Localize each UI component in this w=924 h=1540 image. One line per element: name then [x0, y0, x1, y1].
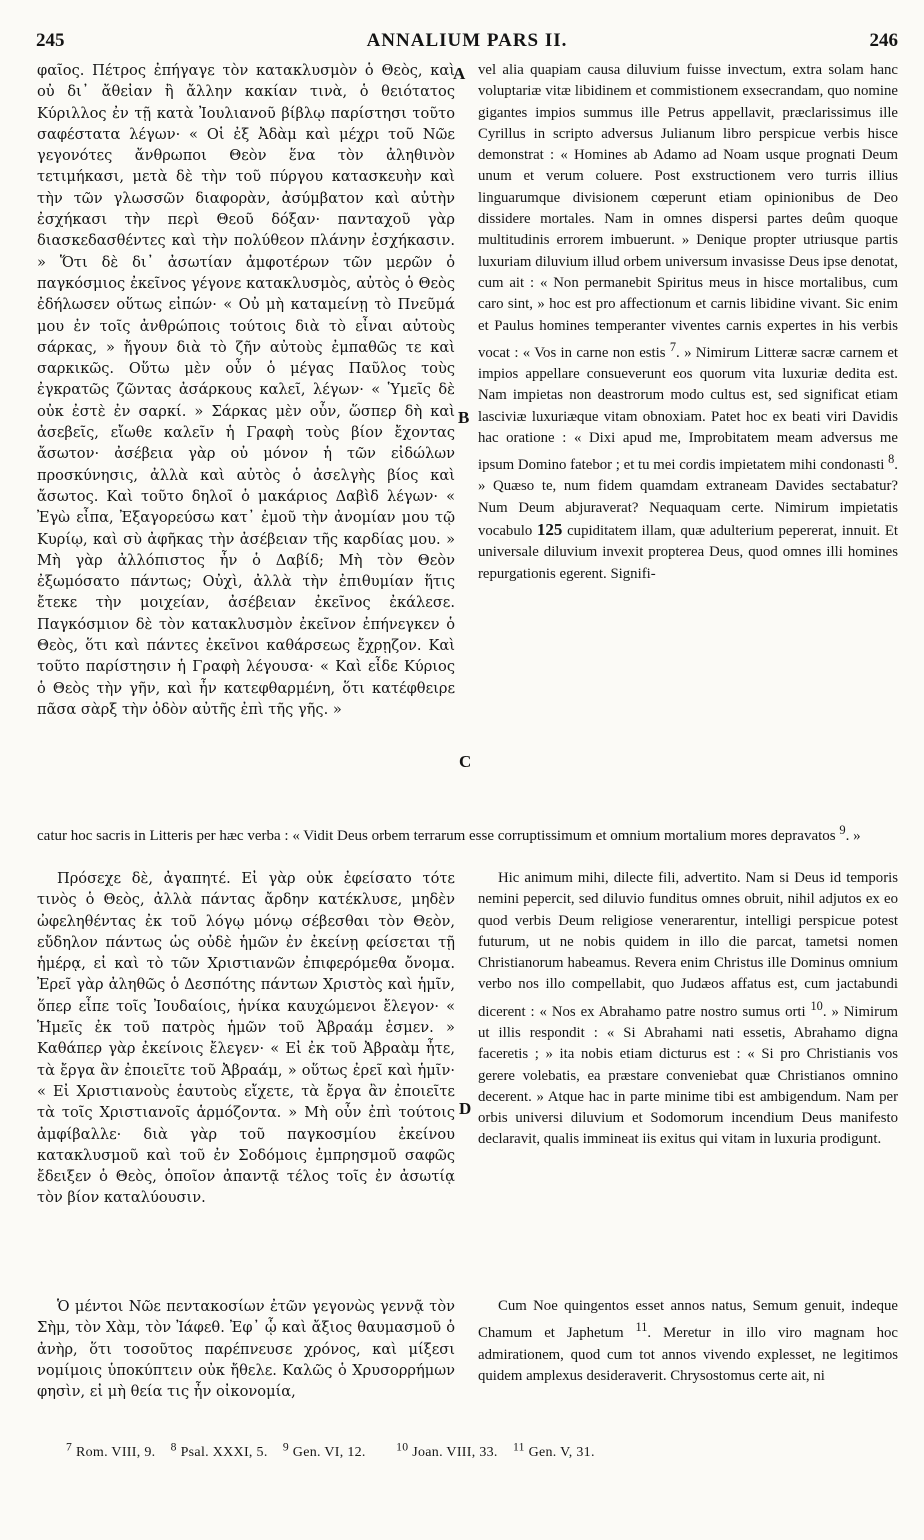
margin-letter-b: B — [458, 408, 470, 427]
footnote: $^9$ Gen. VI, 12. — [282, 1440, 366, 1460]
footnote-ref: 9 — [839, 823, 846, 837]
latin-paragraph: vel alia quapiam causa diluvium fuisse invectum, extra solam hanc voluptariæ vitæ libidinem et commistionem exsecrandam, quo nomine gigantes impios summus ille Petrus appellavit, præclarissimus ille Cyrillus in scripto adversus Julianum libro perspicue verbis hisce demonstrat : « Homines ab Adamo ad Noam usque prognati Deum unum et verum coluere. Post exstructionem vero turris illius linguarumque divisionem cœperunt etiam opinionibus de Deo dissidere mortales. Nam in omnes dispersi partes deûm quoque multitudinis errorem imbuerunt. » Denique propter utriusque partis luxuriam diluvium illud orbem universum invasisse Deus ipse denotat, cum ait : « Non permanebit Spiritus meus in hisce mortalibus, cum caro sint, » hoc est pro affectionum et carnis libidine vivant. Sic enim et Paulus homines temperanter viventes carnis expertes in his verbis vocat : « Vos in carne non estis $^7$. » Nimirum Litteræ sacræ carnem et impios appellare consueverunt eos quorum vita luxuriæ dedita est. Nam impietas non deastrorum modo cultus est, sed significat etiam lasciviæ luxuriæque vitam obnoxiam. Patet hoc ex beati viri Davidis hac oratione : « Dixi apud me, Improbitatem meam adversus me ipsum Domino fatebor ; et tu mei cordis impietatem mihi condonasti $^8$. » Quæso te, num fidem quamdam extraneam Davides sectabatur? Num Deum abjuraverat? Nequaquam certe. Nimirum impietatis vocabulo 125 cupiditatem illam, quæ adulterium pepererat, innuit. Et universale diluvium invexit propterea Deus, quod omnes illi homines repurgationis egerent. Signifi- — [478, 62, 898, 582]
full-width-line: catur hoc sacris in Litteris per hæc verba : « Vidit Deus orbem terrarum esse corruptissimum et omnium mortalium mores depravatos $^9$. » — [37, 823, 861, 844]
greek-column-3 — [37, 1296, 455, 1402]
latin-column-3 — [478, 1296, 898, 1387]
footnotes — [66, 1440, 896, 1461]
footnote-ref: 10 — [810, 998, 823, 1013]
running-title: ANNALIUM PARS II. — [366, 30, 568, 51]
latin-paragraph: Cum Noe quingentos esset annos natus, Semum genuit, indeque Chamum et Japhetum $^{11}$. Meretur in illo viro magnam hoc admirationem, quod cum tot annos vivendo explesset, ne legitimos quidem amplexus desideraverit. Chrysostomus certe ait, ni — [478, 1298, 898, 1384]
footnote-ref: 7 — [669, 339, 677, 354]
footnote: $^8$ Psal. XXXI, 5. — [170, 1440, 268, 1460]
greek-paragraph: Ὁ μέντοι Νῶε πεντακοσίων ἐτῶν γεγονὼς γεννᾷ τὸν Σὴμ, τὸν Χὰμ, τὸν Ἰάφεθ. Ἐφ᾽ ᾧ καὶ ἄξιος θαυμασμοῦ ὁ ἀνὴρ, ὅτι τοσοῦτος παρέπνευσε χρόνος, καὶ μίξεσι νομίμοις ὑποκύπτειν οὐκ ἤθελε. Καλῶς ὁ Χρυσορρήμων φησὶν, εἰ μὴ θεία τις ἦν οἰκονομία, — [37, 1298, 455, 1401]
greek-paragraph: Πρόσεχε δὲ, ἀγαπητέ. Εἰ γὰρ οὐκ ἐφείσατο τότε τινὸς ὁ Θεὸς, ἀλλὰ πάντας ἄρδην κατέκλυσε, μηδὲν ὠφεληθέντας ἐκ τοῦ λόγῳ μόνῳ σέβεσθαι τὸν Θεὸν, εὔδηλον πάντως ὡς οὐδὲ ἡμῶν ἐν ἐκείνῃ φείσεται τῇ ἡμέρᾳ, εἰ καὶ τὸ τῶν Χριστιανῶν ἐπιφερόμεθα ὄνομα. Ἐρεῖ γὰρ ἀληθῶς ὁ Δεσπότης πάντων Χριστὸς καὶ ἡμῖν, ὅπερ εἶπε τοῖς Ἰουδαίοις, ἡνίκα καυχώμενοι ἔλεγον· « Ἡμεῖς ἐκ τοῦ πατρὸς ἡμῶν τοῦ Ἀβραάμ ἐσμεν. » Καθάπερ γὰρ ἐκείνοις ἔλεγεν· « Εἰ ἐκ τοῦ Ἀβραὰμ ἦτε, τὰ ἔργα ἂν ἐποιεῖτε τοῦ Ἀβραάμ, » οὕτως ἐρεῖ καὶ ἡμῖν· « Εἰ Χριστιανοὺς ἑαυτοὺς εἴχετε, τὰ ἔργα ἂν ἐποιεῖτε τὰ τοῖς Χριστιανοῖς ἁρμόζοντα. » Μὴ οὖν ἐπὶ τούτοις ἀμφίβαλλε· διὰ γὰρ τοῦ παγκοσμίου ἐκείνου κατακλυσμοῦ καὶ τοῦ ἐν Σοδόμοις ἐμπρησμοῦ σαφῶς ἔδειξεν ὁ Θεὸς, ὁποῖον ἀπαντᾷ τέλος τοῖς ἐν ἀσωτίᾳ τὸν βίον καταλύουσιν. — [37, 870, 455, 1207]
footnote: $^{10}$ Joan. VIII, 33. — [396, 1440, 498, 1460]
footnote-ref: 11 — [635, 1320, 648, 1335]
latin-column-1 — [478, 60, 898, 585]
footnote-ref: 8 — [888, 452, 895, 467]
greek-paragraph: φαῖος. Πέτρος ἐπήγαγε τὸν κατακλυσμὸν ὁ Θεὸς, καὶ οὐ δι᾽ ἄθεἰαν ἢ ἄλλην κακίαν τινὰ, ὁ θειότατος Κύριλλος ἐν τῇ κατὰ Ἰουλιανοῦ βίβλῳ παρίστησι τοῦτο σαφέστατα λέγων· « Οἱ ἐξ Ἀδὰμ καὶ μέχρι τοῦ Νῶε γεγονότες ἄνθρωποι Θεὸν ἕνα τὸν ἀληθινὸν τετιμήκασι, μετὰ δὲ τὴν τοῦ πύργου κατασκευὴν καὶ τὴν τῶν γλωσσῶν διαφορὰν, ἀσύμβατον καὶ αὐτὴν ἐσχήκασι τὴν περὶ Θεοῦ δόξαν· πανταχοῦ γὰρ διασκεδασθέντες καὶ τὴν πολύθεον πλάνην ἐσχήκασιν. » Ὅτι δὲ δι᾽ ἀσωτίαν ἀμφοτέρων τῶν μερῶν ὁ παγκόσμιος ἐκεῖνος γέγονε κατακλυσμὸς, αὐτὸς ὁ Θεὸς ἐδήλωσεν οὕτως εἰπών· « Οὐ μὴ καταμείνῃ τὸ Πνεῦμά μου ἐν τοῖς ἀνθρώποις τούτοις διὰ τὸ εἶναι αὐτοὺς σάρκας, » ἤγουν διὰ τὸ ζῆν αὐτοὺς ἐμπαθῶς τε καὶ σαρκικῶς. Οὕτω μὲν οὖν ὁ μέγας Παῦλος τοὺς ἐγκρατῶς ζῶντας ἀσάρκους καλεῖ, λέγων· « Ὑμεῖς δὲ οὐκ ἐστὲ ἐν σαρκί. » Σάρκας μὲν οὖν, ὥσπερ δὴ καὶ ἀσεβεῖς, εἴωθε καλεῖν ἡ Γραφὴ τοὺς βίον ἔχοντας ἄσωτον· ἀσέβεια γὰρ οὐ μόνον ἡ τῶν εἰδώλων προσκύνησις, ἀλλὰ καὶ αὐτὸς ὁ ἀσελγὴς βίος καὶ ἄσωτος. Καὶ τοῦτο δηλοῖ ὁ μακάριος Δαβὶδ λέγων· « Ἐγὼ εἶπα, Ἐξαγορεύσω κατ᾽ ἐμοῦ τὴν ἀνομίαν μου τῷ Κυρίῳ, καὶ σὺ ἀφῆκας τὴν ἀσέβειαν τῆς καρδίας μου. » Μὴ γὰρ ἀλλόπιστος ἦν ὁ Δαβίδ; Μὴ τὸν Θεὸν ἐξωμόσατο πάντως; Οὐχὶ, ἀλλὰ τὴν ἐπιθυμίαν ἥτις ἔτεκε τὴν μοιχείαν, ἀσέβειαν ἐκεῖνος ἐκάλεσε. Παγκόσμιον δὲ τὸν κατακλυσμὸν ἐκεῖνον ἐπήνεγκεν ὁ Θεὸς, ὅτι καὶ πάντες ἐκεῖνοι καθάρσεως ἔχρῃζον. Καὶ τοῦτο παρίστησιν ἡ Γραφὴ λέγουσα· « Καὶ εἶδε Κύριος ὁ Θεὸς τὴν γῆν, καὶ ἦν κατεφθαρμένη, ὅτι κατέφθειρε πᾶσα σὰρξ τὴν ὁδὸν αὐτῆς ἐπὶ τῆς γῆς. » — [37, 62, 455, 718]
latin-column-2 — [478, 868, 898, 1151]
page-number-right: 246 — [869, 30, 898, 51]
footnote: $^7$ Rom. VIII, 9. — [66, 1440, 156, 1460]
footnote: $^{11}$ Gen. V, 31. — [512, 1440, 595, 1460]
margin-letter-c: C — [459, 752, 472, 771]
margin-letter-a: A — [453, 64, 466, 83]
latin-paragraph: Hic animum mihi, dilecte fili, advertito. Nam si Deus id temporis nemini pepercit, sed diluvio funditus omnes obruit, nihil adjutos ex eo quod verbis Deum religiose venerarentur, intelligi perspicue potest futurum, ut ne nobis quidem in illo die parcat, tametsi nomen Christianorum habeamus. Revera enim Christus ille Dominus omnium verbo nos illo compellabit, quo Judæos affatus est, cum jactabundi dicerent : « Nos ex Abrahamo patre nostro sumus orti $^{10}$. » Nimirum ut illis respondit : « Si Abrahami nati essetis, Abrahamo digna faceretis ; » ita nobis etiam dicturus est : « Si pro Christianis vos gerere volebatis, ea præstare conveniebat quæ Christianos omnino decerent. » Atque hac in parte minime tibi est ambigendum. Nam per orbis universi diluvium et Sodomorum incendium Deus manifesto declaravit, qualis immineat iis exitus qui vitam in luxuria prodigunt. — [478, 870, 898, 1148]
page-header — [36, 30, 898, 58]
margin-letter-d: D — [459, 1099, 472, 1118]
greek-column-1 — [37, 60, 455, 720]
greek-column-2 — [37, 868, 455, 1209]
margin-number: 125 — [536, 520, 563, 540]
page-number-left: 245 — [36, 30, 65, 51]
